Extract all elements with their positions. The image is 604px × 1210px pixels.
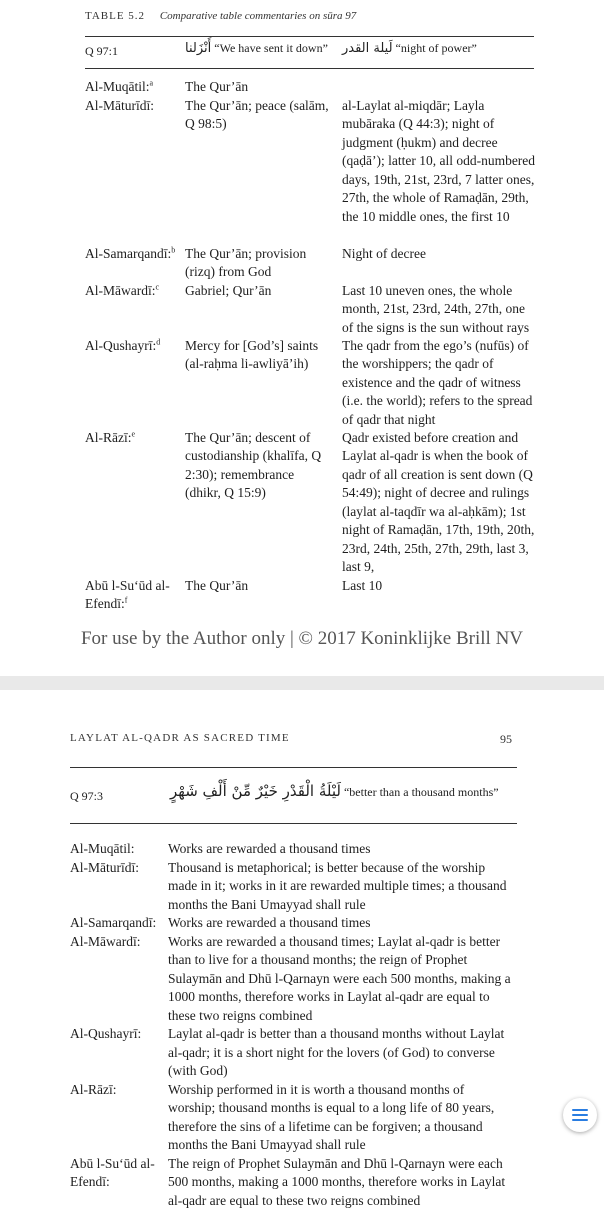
commentator-name: Al-Māwardī: [70, 933, 165, 952]
table-row [70, 1025, 520, 1081]
commentator-name [85, 245, 181, 264]
commentary-table [85, 78, 535, 614]
commentator-name-text: Al-Rāzī: [85, 430, 132, 445]
commentator-name [85, 577, 181, 614]
table-row [70, 933, 520, 1026]
document-page-2 [0, 690, 604, 1200]
footnote-mark: e [132, 429, 136, 438]
commentator-name-text: Al-Samarqandī: [85, 246, 171, 261]
header-col3-gloss: “night of power” [396, 41, 477, 55]
table-row [85, 337, 535, 429]
header-col3-arabic: لَيلة القدر [342, 41, 393, 56]
col2-cell: Gabriel; Qur’ān [185, 282, 330, 301]
commentator-name: Al-Muqātil: [70, 840, 165, 859]
table-row [85, 282, 535, 337]
footnote-mark: f [125, 596, 128, 605]
header-arabic: لَيْلَةُ الْقَدْرِ خَيْرٌ مِّنْ أَلْفِ شَهْرٍ [170, 782, 341, 800]
col3-cell: The qadr from the ego’s (nufūs) of the worshippers; the qadr of existence and the qadr of witness (i.e. the world); refers to the spread of qadr that night [342, 337, 536, 430]
commentator-name: Abū l-Su‘ūd al-Efendī: [70, 1155, 162, 1192]
page-number: 95 [500, 732, 512, 747]
commentator-name: Al-Māturīdī: [70, 859, 165, 878]
commentary-cell: Works are rewarded a thousand times; Laylat al-qadr is better than to live for a thousand months; the reign of Prophet Sulaymān and Dhū l-Qarnayn were each 500 months, making a 1000 months, therefore works in Laylat al-qadr are equal to these two reigns combined [168, 933, 513, 1026]
commentary-cell: Laylat al-qadr is better than a thousand months without Laylat al-qadr; it is a short night for the lovers (of God) to converse (with God) [168, 1025, 513, 1081]
col3-cell: Night of decree [342, 245, 536, 264]
table-row [85, 429, 535, 577]
col2-cell: The Qur’ān [185, 577, 330, 596]
commentary-cell: Thousand is metaphorical; is better because of the worship made in it; works in it are rewarded multiple times; a thousand months the Bani Umayyad shall rule [168, 859, 513, 915]
table-header-rule [70, 823, 517, 824]
commentator-name: Al-Samarqandī: [70, 914, 165, 933]
col3-cell: Qadr existed before creation and Laylat al-qadr is when the book of qadr of all creation is sent down (Q 54:49); night of decree and rulings (laylat al-taqdīr wa al-aḥkām); 1st night of Ramaḍān, 17th, 19th, 20th, 23rd, 24th, 25th, 27th, 29th, last 3, last 9, [342, 429, 536, 577]
col3-cell: Last 10 [342, 577, 536, 596]
commentator-name [85, 337, 181, 356]
copyright-footer: For use by the Author only | © 2017 Koninklijke Brill NV [0, 628, 604, 650]
table-row [70, 914, 520, 933]
commentator-name-text: Al-Muqātil: [85, 79, 150, 94]
footnote-mark: d [156, 337, 160, 346]
commentary-cell: Works are rewarded a thousand times [168, 840, 513, 859]
page-separator [0, 676, 604, 690]
footnote-mark: a [150, 79, 154, 88]
table-row [70, 859, 520, 915]
commentary-cell: Worship performed in it is worth a thousand months of worship; thousand months is equal to a long life of 80 years, therefore the sins of a lifetime can be forgiven; a thousand months the Bani Umayyad shall rule [168, 1081, 513, 1155]
col2-cell: The Qur’ān; provision (rizq) from God [185, 245, 330, 282]
col2-cell: The Qur’ān; descent of custodianship (khalīfa, Q 2:30); remembrance (dhikr, Q 15:9) [185, 429, 330, 503]
col2-cell: The Qur’ān [185, 78, 330, 97]
col3-cell: Last 10 uneven ones, the whole month, 21st, 23rd, 24th, 27th, one of the signs is the sun without rays [342, 282, 536, 338]
table-row [70, 1081, 520, 1155]
table-top-rule [70, 767, 517, 768]
table-row [85, 78, 535, 97]
table-row [85, 97, 535, 245]
header-verse: Q 97:1 [85, 44, 118, 59]
commentator-name [85, 282, 181, 301]
commentator-name [85, 429, 181, 448]
commentator-name [85, 78, 181, 97]
commentator-name-text: Al-Qushayrī: [85, 338, 156, 353]
table-row [70, 840, 520, 859]
table-title: Comparative table commentaries on sūra 97 [160, 10, 356, 22]
table-row [85, 577, 535, 614]
header-col2-gloss: “We have sent it down” [214, 41, 328, 55]
commentator-name: Al-Qushayrī: [70, 1025, 165, 1044]
table-label: TABLE 5.2 [85, 10, 145, 22]
table-top-rule [85, 36, 534, 37]
commentator-name-text: Abū l-Su‘ūd al-Efendī: [85, 578, 170, 612]
table-row [70, 1155, 520, 1210]
header-verse-text [170, 782, 499, 800]
document-outline-button[interactable] [563, 1098, 597, 1132]
table-caption [85, 10, 356, 22]
commentator-name-text: Al-Māwardī: [85, 283, 155, 298]
list-lines-icon [572, 1108, 588, 1122]
table-header-rule [85, 68, 534, 69]
commentator-name [85, 97, 181, 116]
header-col2-arabic: أَنْزَلنا [185, 41, 211, 56]
header-gloss: “better than a thousand months” [344, 785, 499, 799]
col3-cell: al-Laylat al-miqdār; Layla mubāraka (Q 44:3); night of judgment (ḥukm) and decree (qaḍā’); latter 10, all odd-numbered days, 19th, 21st, 23rd, 7 latter ones, 27th, the whole of Ramaḍān, 29th, the 10 middle ones, the first 10 [342, 97, 536, 227]
col2-cell: The Qur’ān; peace (salām, Q 98:5) [185, 97, 330, 134]
commentary-cell: The reign of Prophet Sulaymān and Dhū l-Qarnayn were each 500 months, making a 1000 months, therefore works in Laylat al-qadr are equal to these two reigns combined [168, 1155, 513, 1210]
commentary-table [70, 840, 520, 1210]
footnote-mark: c [155, 282, 159, 291]
header-verse: Q 97:3 [70, 789, 103, 804]
commentator-name: Al-Rāzī: [70, 1081, 165, 1100]
header-col2 [185, 41, 328, 56]
table-row [85, 245, 535, 282]
col2-cell: Mercy for [God’s] saints (al-raḥma li-awliyā’ih) [185, 337, 330, 374]
footnote-mark: b [171, 245, 175, 254]
commentator-name-text: Al-Māturīdī: [85, 98, 154, 113]
running-head: LAYLAT AL-QADR AS SACRED TIME [70, 732, 290, 744]
header-col3 [342, 41, 477, 56]
commentary-cell: Works are rewarded a thousand times [168, 914, 513, 933]
